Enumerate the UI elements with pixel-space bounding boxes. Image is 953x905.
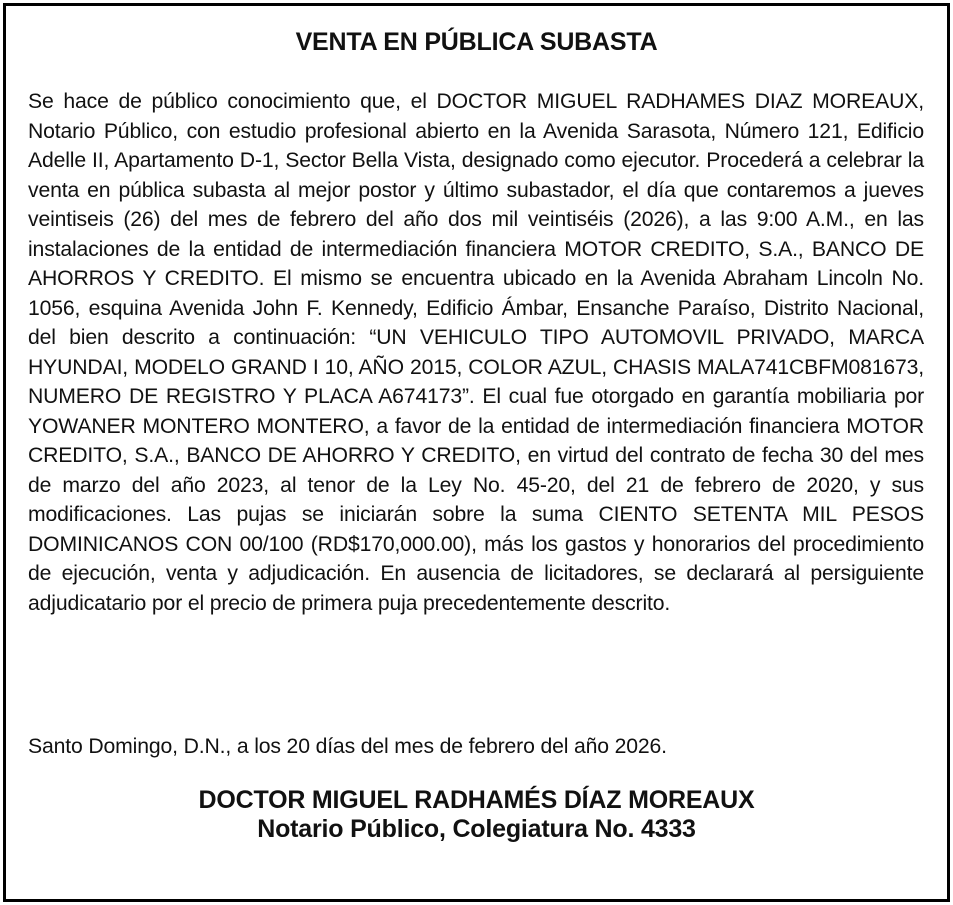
notice-body: Se hace de público conocimiento que, el DOCTOR MIGUEL RADHAMES DIAZ MOREAUX, Notario Público, con estudio profesional abierto en la Avenida Sarasota, Número 121, Edificio Adelle II, Apartamento D-1, Sector Bella Vista, designado como ejecutor. Procederá a celebrar la venta en pública subasta al mejor postor y último subastador, el día que contaremos a jueves veintiseis (26) del mes de febrero del año dos mil veintiséis (2026), a las 9:00 A.M., en las instalaciones de la entidad de intermediación financiera MOTOR CREDITO, S.A., BANCO DE AHORROS Y CREDITO. El mismo se encuentra ubicado en la Avenida Abraham Lincoln No. 1056, esquina Avenida John F. Kennedy, Edificio Ámbar, Ensanche Paraíso, Distrito Nacional, del bien descrito a continuación: “UN VEHICULO TIPO AUTOMOVIL PRIVADO, MARCA HYUNDAI, MODELO GRAND I 10, AÑO 2015, COLOR AZUL, CHASIS MALA741CBFM081673, NUMERO DE REGISTRO Y PLACA A674173”. El cual fue otorgado en garantía mobiliaria por YOWANER MONTERO MONTERO, a favor de la entidad de intermediación financiera MOTOR CREDITO, S.A., BANCO DE AHORRO Y CREDITO, en virtud del contrato de fecha 30 del mes de marzo del año 2023, al tenor de la Ley No. 45-20, del 21 de febrero de 2020, y sus modificaciones. Las pujas se iniciarán sobre la suma CIENTO SETENTA MIL PESOS DOMINICANOS CON 00/100 (RD$170,000.00), más los gastos y honorarios del procedimiento de ejecución, venta y adjudicación. En ausencia de licitadores, se declarará al persiguiente adjudicatario por el precio de primera puja precedentemente descrito. <box>28 90 924 615</box>
public-notice <box>3 3 950 902</box>
signatory-role: Notario Público, Colegiatura No. 4333 <box>257 815 696 843</box>
notice-title: VENTA EN PÚBLICA SUBASTA <box>295 28 658 56</box>
signature-block <box>6 786 947 844</box>
notice-closing-date: Santo Domingo, D.N., a los 20 días del mes de febrero del año 2026. <box>28 735 667 758</box>
signatory-name: DOCTOR MIGUEL RADHAMÉS DÍAZ MOREAUX <box>198 786 755 814</box>
